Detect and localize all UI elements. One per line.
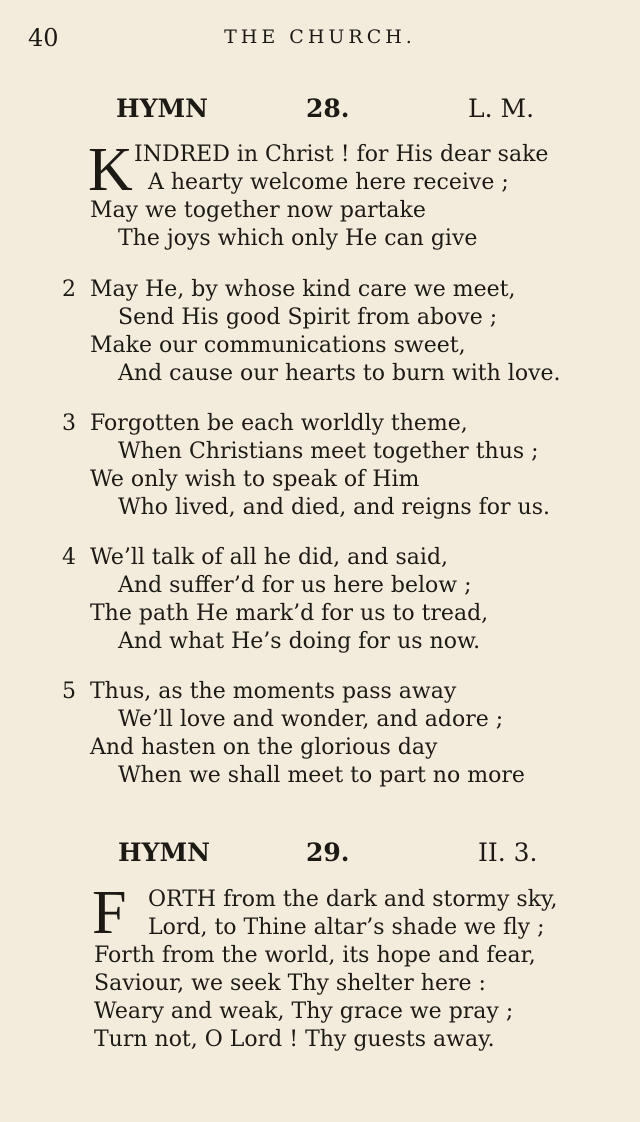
verse-line: We only wish to speak of Him — [90, 467, 420, 492]
verse-line: INDRED in Christ ! for His dear sake — [134, 142, 549, 167]
verse-line: Lord, to Thine altar’s shade we fly ; — [148, 915, 545, 940]
verse-line: Thus, as the moments pass away — [90, 679, 457, 704]
verse-line: Saviour, we seek Thy shelter here : — [94, 971, 486, 996]
verse-line: Forth from the world, its hope and fear, — [94, 943, 536, 968]
verse-line: Who lived, and died, and reigns for us. — [118, 495, 550, 520]
verse-line: Make our communications sweet, — [90, 333, 466, 358]
verse-line: The joys which only He can give — [118, 226, 478, 251]
verse-line: We’ll talk of all he did, and said, — [90, 545, 449, 570]
verse-line: A hearty welcome here receive ; — [148, 170, 509, 195]
verse-line: Send His good Spirit from above ; — [118, 305, 498, 330]
stanza-number: 2 — [62, 277, 76, 302]
hymn-29-number: 29. — [306, 838, 350, 867]
stanza-number: 5 — [62, 679, 76, 704]
verse-line: We’ll love and wonder, and adore ; — [118, 707, 504, 732]
hymn-29-header — [0, 838, 640, 868]
verse-line: And cause our hearts to burn with love. — [118, 361, 561, 386]
page-number: 40 — [28, 24, 59, 52]
verse-line: ORTH from the dark and stormy sky, — [148, 887, 558, 912]
verse-line: And what He’s doing for us now. — [118, 629, 481, 654]
verse-line: The path He mark’d for us to tread, — [90, 601, 489, 626]
verse-line: Forgotten be each worldly theme, — [90, 411, 468, 436]
hymn-28-header — [0, 94, 640, 124]
verse-line: May we together now partake — [90, 198, 426, 223]
hymn-29-label: HYMN — [118, 838, 210, 867]
verse-line: Weary and weak, Thy grace we pray ; — [94, 999, 514, 1024]
verse-line: Turn not, O Lord ! Thy guests away. — [94, 1027, 495, 1052]
hymn-28-meter: L. M. — [468, 94, 535, 123]
hymn-29-meter: II. 3. — [478, 838, 538, 867]
verse-line: May He, by whose kind care we meet, — [90, 277, 516, 302]
hymn-29-dropcap: F — [92, 879, 127, 947]
hymn-28-dropcap: K — [88, 136, 133, 204]
verse-line: And hasten on the glorious day — [90, 735, 438, 760]
verse-line: When Christians meet together thus ; — [118, 439, 539, 464]
stanza-number: 4 — [62, 545, 76, 570]
verse-line: When we shall meet to part no more — [118, 763, 525, 788]
hymn-28-label: HYMN — [116, 94, 208, 123]
hymn-28-number: 28. — [306, 94, 350, 123]
running-head: THE CHURCH. — [224, 26, 416, 48]
stanza-number: 3 — [62, 411, 76, 436]
verse-line: And suffer’d for us here below ; — [118, 573, 472, 598]
